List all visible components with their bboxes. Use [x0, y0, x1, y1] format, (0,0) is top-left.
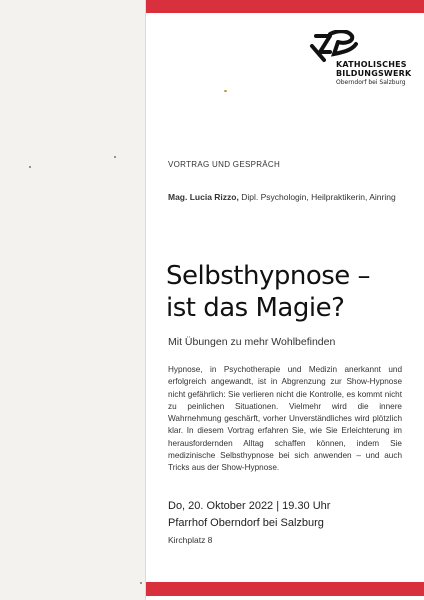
logo: [308, 30, 412, 100]
logo-wordmark: [336, 60, 416, 78]
top-accent-bar: [146, 0, 424, 13]
logo-line1: KATHOLISCHES: [336, 60, 407, 69]
event-venue: Pfarrhof Oberndorf bei Salzburg: [168, 517, 324, 529]
speaker-credentials: Dipl. Psychologin, Heilpraktikerin, Ainring: [238, 192, 396, 202]
title-line2: ist das Magie?: [166, 293, 345, 323]
scan-speck: [114, 156, 116, 158]
bottom-accent-bar: [146, 582, 424, 596]
logo-line2: BILDUNGSWERK: [336, 69, 412, 78]
title-line1: Selbsthypnose –: [166, 261, 371, 291]
subtitle: Mit Übungen zu mehr Wohlbefinden: [168, 336, 336, 348]
scan-speck: [224, 90, 227, 92]
scan-speck: [140, 582, 142, 584]
event-date: Do, 20. Oktober 2022 | 19.30 Uhr: [168, 500, 331, 512]
speaker: [168, 191, 400, 203]
logo-location: Oberndorf bei Salzburg: [336, 79, 406, 86]
description: Hypnose, in Psychotherapie und Medizin anerkannt und erfolgreich angewandt, ist in Abgrenzung zur Show-Hypnose nicht gefährlich: Sie verlieren nicht die Kontrolle, es kommt nicht zu peinlichen Situationen. Vielmehr wird die innere Wahrnehmung geschärft, vorher Unverständliches wird plötzlich klar. In diesem Vortrag erfahren Sie, wie Sie Erleichterung im herausfordernden Alltag schaffen können, indem Sie medizinische Selbsthypnose bei sich anwenden – und auch Tricks aus der Show-Hypnose.: [168, 365, 402, 473]
speaker-name: Mag. Lucia Rizzo,: [168, 192, 239, 202]
scan-margin: [0, 0, 145, 600]
page-title: [166, 260, 416, 324]
event-type: VORTRAG UND GESPRÄCH: [168, 160, 281, 169]
scan-speck: [29, 166, 31, 168]
event-address: Kirchplatz 8: [168, 535, 213, 545]
